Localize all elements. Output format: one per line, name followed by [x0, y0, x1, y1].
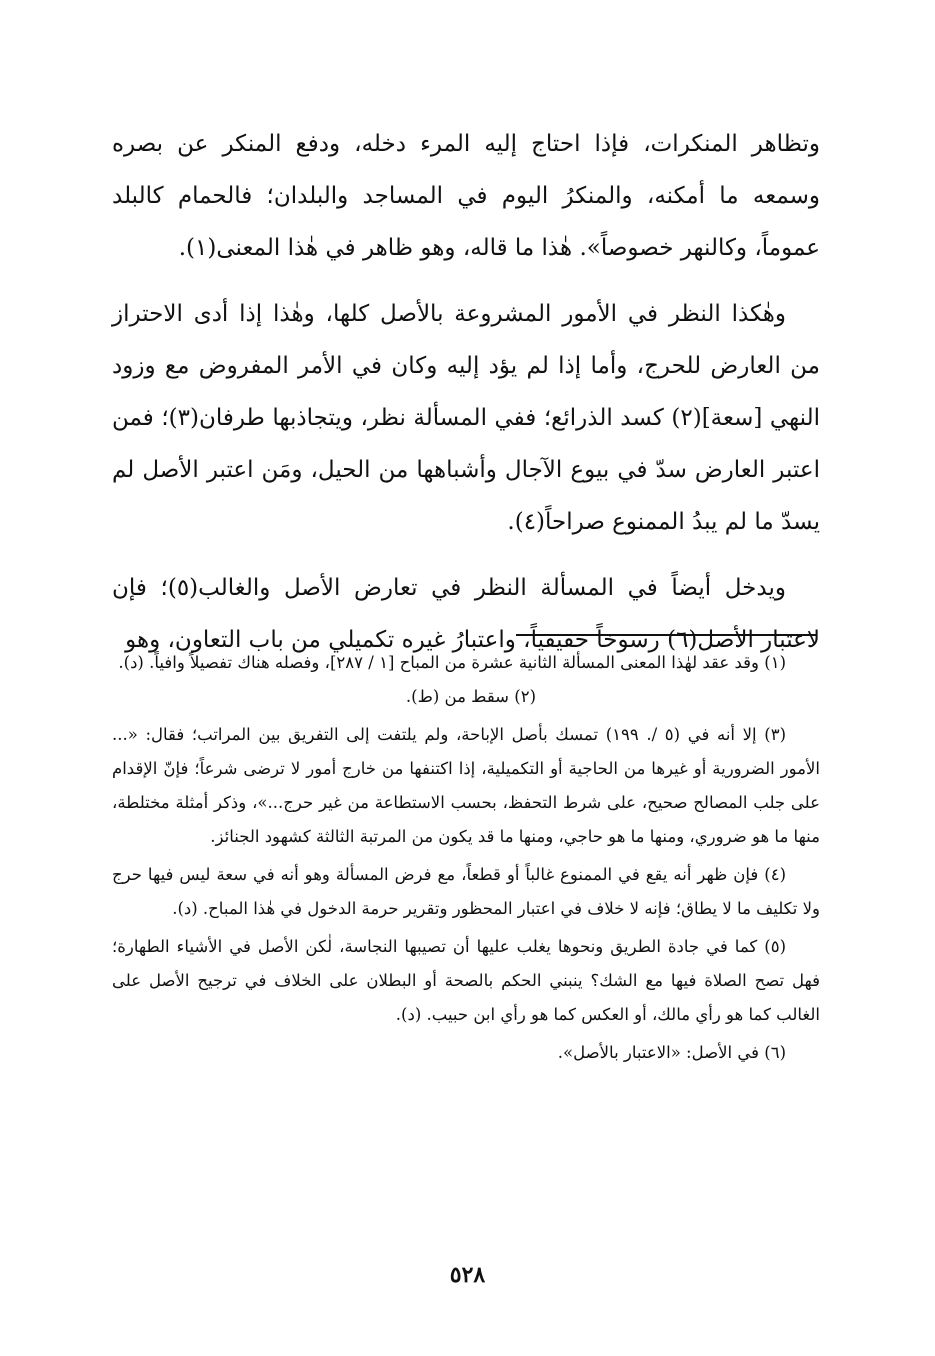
footnote-separator: [516, 634, 816, 636]
footnote-1: (١) وقد عقد لهٰذا المعنى المسألة الثانية عشرة من المباح [١ / ٢٨٧]، وفصله هناك تفصيلاً وافياً. (د).: [118, 653, 786, 672]
footnote-4: (٤) فإن ظهر أنه يقع في الممنوع غالباً أو قطعاً، مع فرض المسألة وهو أنه في سعة ليس فيها حرج ولا تكليف ما لا يطاق؛ فإنه لا خلاف في اعتبار المحظور وتقرير حرمة الدخول في هٰذا المباح. (د).: [112, 865, 820, 918]
footnotes-section: [112, 646, 820, 1074]
footnote-6: (٦) في الأصل: «الاعتبار بالأصل».: [557, 1043, 786, 1062]
paragraph-3: ويدخل أيضاً في المسألة النظر في تعارض الأصل والغالب(٥)؛ فإن لاعتبار الأصل(٦) رسوخاً حقيقياً، واعتبارُ غيره تكميلي من باب التعاون، وهو: [112, 575, 820, 653]
page-number: ٥٢٨: [449, 1262, 486, 1288]
main-text-body: [112, 118, 820, 680]
footnote-5: (٥) كما في جادة الطريق ونحوها يغلب عليها أن تصيبها النجاسة، لٰكن الأصل في الأشياء الطهارة؛ فهل تصح الصلاة فيها مع الشك؟ ينبني الحكم بالصحة أو البطلان على الخلاف في ترجيح الأصل على الغالب كما هو رأي مالك، أو العكس كما هو رأي ابن حبيب. (د).: [112, 937, 820, 1024]
footnote-3: (٣) إلا أنه في (٥ /. ١٩٩) تمسك بأصل الإباحة، ولم يلتفت إلى التفريق بين المراتب؛ فقال: «... الأمور الضرورية أو غيرها من الحاجية أو التكميلية، إذا اكتنفها من خارج أمور لا ترضى شرعاً؛ فإنّ الإقدام على جلب المصالح صحيح، على شرط التحفظ، بحسب الاستطاعة من غير حرج...»، وذكر أمثلة مختلطة، منها ما هو ضروري، ومنها ما هو حاجي، ومنها ما قد يكون من المرتبة الثالثة كشهود الجنائز.: [112, 725, 820, 846]
footnote-2: (٢) سقط من (ط).: [405, 687, 536, 706]
paragraph-2: وهٰكذا النظر في الأمور المشروعة بالأصل كلها، وهٰذا إذا أدى الاحتراز من العارض للحرج، وأما إذا لم يؤد إليه وكان في الأمر المفروض مع وزود النهي [سعة](٢) كسد الذرائع؛ ففي المسألة نظر، ويتجاذبها طرفان(٣)؛ فمن اعتبر العارض سدّ في بيوع الآجال وأشباهها من الحيل، ومَن اعتبر الأصل لم يسدّ ما لم يبدُ الممنوع صراحاً(٤).: [112, 301, 820, 535]
paragraph-1: وتظاهر المنكرات، فإذا احتاج إليه المرء دخله، ودفع المنكر عن بصره وسمعه ما أمكنه، والمنكرُ اليوم في المساجد والبلدان؛ فالحمام كالبلد عموماً، وكالنهر خصوصاً». هٰذا ما قاله، وهو ظاهر في هٰذا المعنى(١).: [112, 131, 820, 261]
